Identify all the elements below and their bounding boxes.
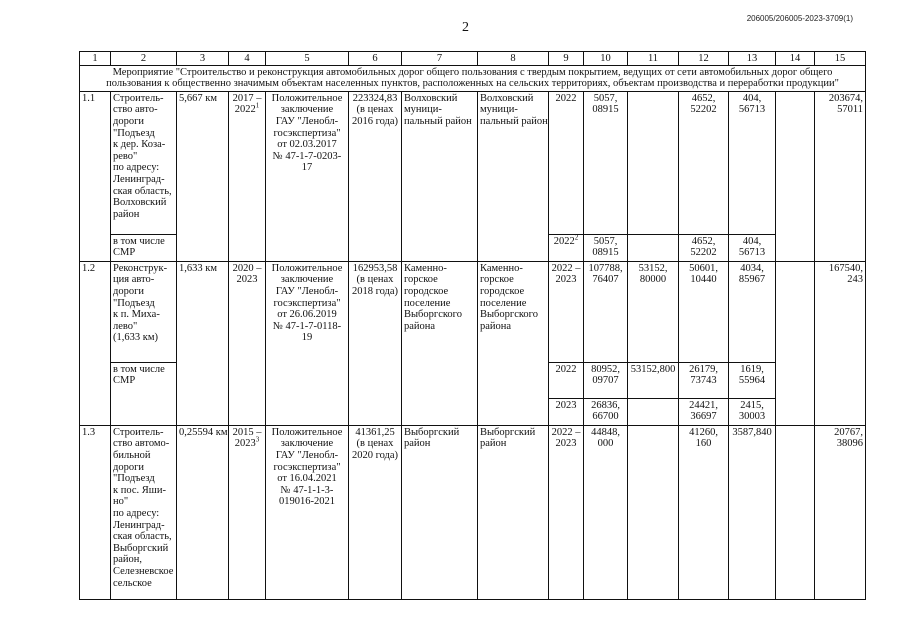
table-row (80, 425, 866, 599)
municipality: Волховский муници- пальный район (478, 91, 549, 261)
value-col-15: 203674, 57011 (815, 91, 866, 261)
implementation-period: 2017 – 2022$^1$ (229, 91, 266, 261)
value-col-11 (628, 91, 679, 234)
subrow-col-11 (628, 398, 679, 425)
column-number-1: 1 (80, 52, 111, 66)
subrow-col-13: 1619, 55964 (729, 362, 776, 398)
subrow-col-11: 53152,800 (628, 362, 679, 398)
estimated-cost: 223324,83 (в ценах 2016 года) (349, 91, 402, 261)
column-number-14: 14 (776, 52, 815, 66)
subrow-col-10: 26836, 66700 (584, 398, 628, 425)
measure-title: Мероприятие "Строительство и реконструкция автомобильных дорог общего пользования с твердым покрытием, ведущих от сети автомобильных дорог общего пользования к общественно значимым объектам населенных пунктов, расположенных на сельских территориях, объектам производства и переработки продукции" (80, 66, 866, 92)
year: 2022 – 2023 (549, 261, 584, 362)
subrow-year: 2022 (549, 362, 584, 398)
value-col-10: 107788, 76407 (584, 261, 628, 362)
value-col-15: 20767, 38096 (815, 425, 866, 599)
row-number: 1.3 (80, 425, 111, 599)
estimated-cost: 162953,58 (в ценах 2018 года) (349, 261, 402, 425)
column-number-15: 15 (815, 52, 866, 66)
column-number-8: 8 (478, 52, 549, 66)
column-number-2: 2 (111, 52, 177, 66)
subrow-label: в том числе СМР (111, 234, 177, 261)
column-number-10: 10 (584, 52, 628, 66)
column-number-12: 12 (679, 52, 729, 66)
value-col-14 (776, 91, 815, 261)
subrow-col-13: 2415, 30003 (729, 398, 776, 425)
subrow-col-12: 4652, 52202 (679, 234, 729, 261)
program-table (79, 51, 866, 600)
subrow-label: в том числе СМР (111, 362, 177, 425)
subrow-col-11 (628, 234, 679, 261)
subrow-col-10: 80952, 09707 (584, 362, 628, 398)
subrow-col-12: 26179, 73743 (679, 362, 729, 398)
customer: Каменно- горское городское поселение Выборгского района (402, 261, 478, 425)
value-col-11: 53152, 80000 (628, 261, 679, 362)
year: 2022 (549, 91, 584, 234)
estimated-cost: 41361,25 (в ценах 2020 года) (349, 425, 402, 599)
column-number-row (80, 52, 866, 66)
expertise-conclusion: Положительное заключение ГАУ "Ленобл- госэкспертиза" от 16.04.2021 № 47-1-1-3- 019016-2021 (266, 425, 349, 599)
column-number-4: 4 (229, 52, 266, 66)
value-col-10: 44848, 000 (584, 425, 628, 599)
value-col-12: 4652, 52202 (679, 91, 729, 234)
document-id: 206005/206005-2023-3709(1) (746, 14, 853, 23)
subrow-col-10: 5057, 08915 (584, 234, 628, 261)
object-length: 5,667 км (177, 91, 229, 261)
page-number: 2 (462, 20, 469, 35)
value-col-12: 41260, 160 (679, 425, 729, 599)
subrow-year: 2023 (549, 398, 584, 425)
measure-title-row (80, 66, 866, 92)
customer: Волховский муници- пальный район (402, 91, 478, 261)
row-number: 1.1 (80, 91, 111, 261)
column-number-3: 3 (177, 52, 229, 66)
column-number-5: 5 (266, 52, 349, 66)
column-number-7: 7 (402, 52, 478, 66)
value-col-14 (776, 261, 815, 425)
column-number-13: 13 (729, 52, 776, 66)
value-col-10: 5057, 08915 (584, 91, 628, 234)
customer: Выборгский район (402, 425, 478, 599)
row-number: 1.2 (80, 261, 111, 425)
subrow-col-12: 24421, 36697 (679, 398, 729, 425)
value-col-13: 4034, 85967 (729, 261, 776, 362)
municipality: Выборгский район (478, 425, 549, 599)
subrow-col-13: 404, 56713 (729, 234, 776, 261)
implementation-period: 2020 – 2023 (229, 261, 266, 425)
value-col-13: 404, 56713 (729, 91, 776, 234)
object-name: Строитель- ство автомо- бильной дороги "Подъезд к пос. Яши- но" по адресу: Ленинград- ская область, Выборгский район, Селезневское сельское (111, 425, 177, 599)
subrow-year: 2022$^2$ (549, 234, 584, 261)
value-col-12: 50601, 10440 (679, 261, 729, 362)
table-row (80, 261, 866, 362)
object-length: 0,25594 км (177, 425, 229, 599)
implementation-period: 2015 – 2023$^3$ (229, 425, 266, 599)
column-number-9: 9 (549, 52, 584, 66)
value-col-14 (776, 425, 815, 599)
year: 2022 – 2023 (549, 425, 584, 599)
column-number-11: 11 (628, 52, 679, 66)
municipality: Каменно- горское городское поселение Выборгского района (478, 261, 549, 425)
value-col-15: 167540, 243 (815, 261, 866, 425)
table-row (80, 91, 866, 234)
expertise-conclusion: Положительное заключение ГАУ "Ленобл- госэкспертиза" от 26.06.2019 № 47-1-7-0118- 19 (266, 261, 349, 425)
value-col-13: 3587,840 (729, 425, 776, 599)
object-length: 1,633 км (177, 261, 229, 425)
column-number-6: 6 (349, 52, 402, 66)
object-name: Строитель- ство авто- дороги "Подъезд к дер. Коза- рево" по адресу: Ленинград- ская область, Волховский район (111, 91, 177, 234)
object-name: Реконструк- ция авто- дороги "Подъезд к п. Миха- лево" (1,633 км) (111, 261, 177, 362)
expertise-conclusion: Положительное заключение ГАУ "Ленобл- госэкспертиза" от 02.03.2017 № 47-1-7-0203- 17 (266, 91, 349, 261)
value-col-11 (628, 425, 679, 599)
